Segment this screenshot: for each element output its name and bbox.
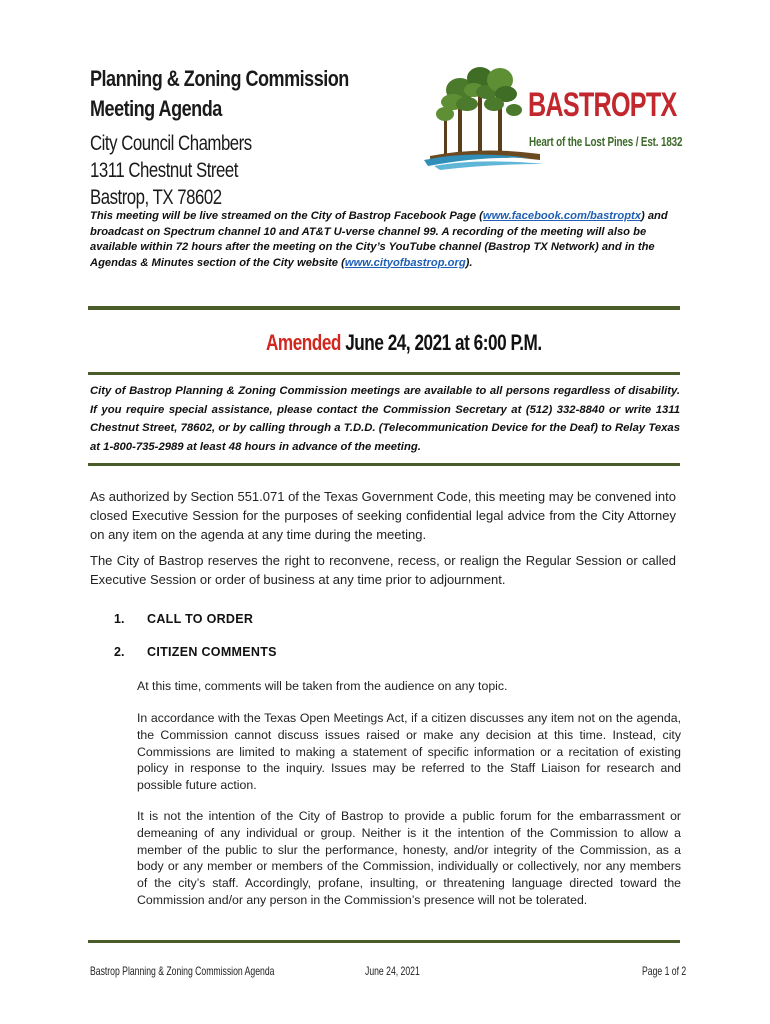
reserves-right-paragraph: The City of Bastrop reserves the right to reconvene, recess, or realign the Regular Session or called Executive Session or order of business at any time prior to adjournment. bbox=[90, 553, 676, 587]
open-meetings-act-paragraph: In accordance with the Texas Open Meetings Act, if a citizen discusses any item not on the agenda, the Commission cannot discuss issues raised or make any decision at this time. Instead, city Commissions are limited to making a statement of specific information or a recitation of existing policy in response to the inquiry. Issues may be referred to the Staff Liaison for research and possible future action. bbox=[137, 711, 681, 793]
stream-note-text-1: This meeting will be live streamed on the City of Bastrop Facebook Page ( bbox=[90, 210, 483, 222]
stream-note-text-2: ) and broadcast on Spectrum channel 10 and AT&T U-verse channel 99. A recording of the meeting will also be available within 72 hours after the meeting on the City’s YouTube channel (Bastrop TX Network) and in the Agendas & Minutes section of the City website ( bbox=[90, 210, 668, 269]
public-forum-paragraph: It is not the intention of the City of Bastrop to provide a public forum for the embarrassment or demeaning of any individual or group. Neither is it the intention of the Commission to allow a member of the public to slur the performance, honesty, and/or integrity of the Commission, as a body or any member or members of the Commission, individually or collectively, nor any members of the city’s staff. Accordingly, profane, insulting, or threatening language directed toward the Commission and/or any person in the Commission’s presence will not be tolerated. bbox=[137, 809, 681, 907]
footer-document-name: Bastrop Planning & Zoning Commission Agenda bbox=[90, 964, 275, 978]
logo-tagline: Heart of the Lost Pines / Est. 1832 bbox=[529, 134, 683, 149]
agenda-item-number: 2. bbox=[114, 645, 125, 659]
divider-top bbox=[88, 306, 680, 310]
document-title-line2: Meeting Agenda bbox=[90, 96, 222, 121]
amended-label: Amended bbox=[266, 330, 341, 355]
footer-divider bbox=[88, 940, 680, 943]
accessibility-notice: City of Bastrop Planning & Zoning Commission meetings are available to all persons regardless of disability. If you require special assistance, please contact the Commission Secretary at (512) 332-8840 or write 1311 Chestnut Street, 78602, or by calling through a T.D.D. (Telecommunication Device for the Deaf) to Relay Texas at 1-800-735-2989 at least 48 hours in advance of the meeting. bbox=[90, 385, 680, 453]
document-title-line1: Planning & Zoning Commission bbox=[90, 66, 349, 91]
agenda-item-number: 1. bbox=[114, 612, 125, 626]
footer-date: June 24, 2021 bbox=[365, 964, 420, 978]
address-line2: 1311 Chestnut Street bbox=[90, 159, 238, 182]
divider-middle bbox=[88, 372, 680, 375]
address-line1: City Council Chambers bbox=[90, 132, 252, 155]
stream-note-text-3: ). bbox=[465, 256, 473, 269]
logo-word-main: BASTROP bbox=[528, 86, 646, 124]
agenda-item-label: CALL TO ORDER bbox=[147, 612, 254, 626]
bastrop-logo bbox=[420, 60, 690, 170]
footer-page-number: Page 1 of 2 bbox=[642, 964, 687, 978]
address-line3: Bastrop, TX 78602 bbox=[90, 186, 222, 209]
citizen-comments-intro: At this time, comments will be taken from the audience on any topic. bbox=[137, 679, 508, 693]
live-stream-note bbox=[90, 209, 682, 271]
header-block bbox=[90, 64, 406, 211]
logo-wordmark bbox=[528, 86, 677, 125]
logo-word-suffix: TX bbox=[645, 86, 677, 124]
divider-lower bbox=[88, 463, 680, 466]
meeting-date-heading bbox=[266, 330, 542, 356]
executive-session-paragraph: As authorized by Section 551.071 of the Texas Government Code, this meeting may be convened into closed Executive Session for the purposes of seeking confidential legal advice from the City Attorney on any item on the agenda at any time during the meeting. bbox=[90, 489, 676, 542]
meeting-date-time: June 24, 2021 at 6:00 P.M. bbox=[345, 330, 542, 355]
city-website-link[interactable]: www.cityofbastrop.org bbox=[344, 256, 466, 269]
agenda-item-label: CITIZEN COMMENTS bbox=[147, 645, 277, 659]
facebook-link[interactable]: www.facebook.com/bastroptx bbox=[482, 210, 641, 222]
